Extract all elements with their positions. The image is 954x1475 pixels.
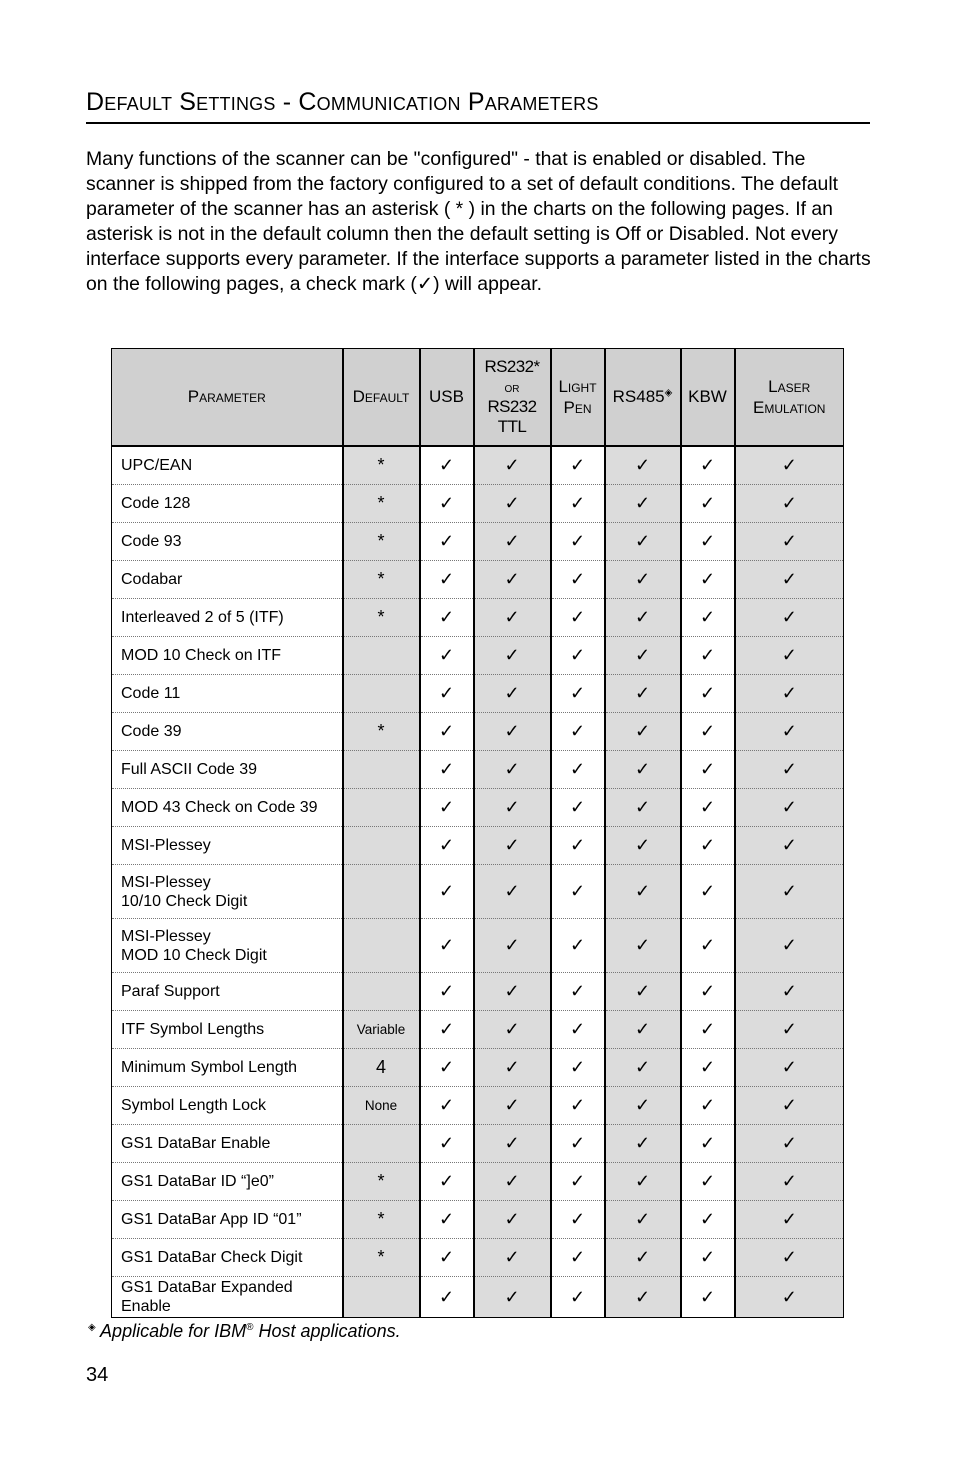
check-rs232-icon: ✓ <box>474 865 551 919</box>
registered-mark: ® <box>246 1322 254 1333</box>
check-rs232-icon: ✓ <box>474 675 551 713</box>
check-rs232-icon: ✓ <box>474 523 551 561</box>
footnote-text-post: Host applications. <box>253 1321 401 1341</box>
check-usb-icon: ✓ <box>420 675 474 713</box>
table-row <box>112 827 844 865</box>
intro-paragraph: Many functions of the scanner can be "configured" - that is enabled or disabled. The scanner is shipped from the factory configured to a set of default conditions. The default parameter of the scanner has an asterisk ( * ) in the charts on the following pages. If an asterisk is not in the default column then the default setting is Off or Disabled. Not every interface supports every parameter. If the interface supports a parameter listed in the charts on the following pages, a check mark (✓) will appear. <box>86 148 871 295</box>
check-kbw-icon: ✓ <box>681 675 735 713</box>
check-rs485-icon: ✓ <box>605 919 681 973</box>
table-row <box>112 1201 844 1239</box>
check-rs232-icon: ✓ <box>474 446 551 485</box>
check-usb-icon: ✓ <box>420 1201 474 1239</box>
check-usb-icon: ✓ <box>420 973 474 1011</box>
check-laser-emulation-icon: ✓ <box>735 1201 844 1239</box>
table-row <box>112 919 844 973</box>
table-row <box>112 1011 844 1049</box>
check-kbw-icon: ✓ <box>681 919 735 973</box>
table-row <box>112 599 844 637</box>
table-row <box>112 485 844 523</box>
check-kbw-icon: ✓ <box>681 1049 735 1087</box>
header-usb: USB <box>420 349 474 447</box>
table-row <box>112 1239 844 1277</box>
check-light-pen-icon: ✓ <box>551 561 605 599</box>
check-usb-icon: ✓ <box>420 1011 474 1049</box>
table-row <box>112 523 844 561</box>
header-rs485-label: RS485 <box>612 387 665 406</box>
default-value-cell <box>343 1277 420 1318</box>
default-value-cell <box>343 675 420 713</box>
parameter-name: MSI-Plessey <box>121 873 211 891</box>
check-rs485-icon: ✓ <box>605 485 681 523</box>
check-laser-emulation-icon: ✓ <box>735 1277 844 1318</box>
header-rs485 <box>605 349 681 447</box>
ibm-marker-icon: ◈ <box>88 1322 96 1333</box>
check-light-pen-icon: ✓ <box>551 446 605 485</box>
default-value-cell: * <box>343 1239 420 1277</box>
check-rs232-icon: ✓ <box>474 561 551 599</box>
default-value-cell: 4 <box>343 1049 420 1087</box>
parameter-cell <box>112 561 343 599</box>
check-laser-emulation-icon: ✓ <box>735 1125 844 1163</box>
parameter-name: Paraf Support <box>121 983 220 1000</box>
parameter-cell <box>112 637 343 675</box>
default-value-cell <box>343 1125 420 1163</box>
default-value-cell <box>343 789 420 827</box>
page-title: Default Settings - Communication Parameters <box>86 86 870 124</box>
check-rs232-icon: ✓ <box>474 637 551 675</box>
check-rs485-icon: ✓ <box>605 1125 681 1163</box>
check-light-pen-icon: ✓ <box>551 1125 605 1163</box>
check-usb-icon: ✓ <box>420 1163 474 1201</box>
footnote-text-pre: Applicable for IBM <box>100 1321 247 1341</box>
parameter-name: GS1 DataBar Check Digit <box>121 1249 303 1266</box>
parameter-cell <box>112 446 343 485</box>
parameter-name: GS1 DataBar Expanded <box>121 1279 293 1296</box>
check-rs232-icon: ✓ <box>474 1277 551 1318</box>
check-rs232-icon: ✓ <box>474 713 551 751</box>
check-laser-emulation-icon: ✓ <box>735 751 844 789</box>
check-rs232-icon: ✓ <box>474 827 551 865</box>
check-kbw-icon: ✓ <box>681 827 735 865</box>
table-row <box>112 1163 844 1201</box>
parameter-cell <box>112 1277 343 1318</box>
check-kbw-icon: ✓ <box>681 1125 735 1163</box>
check-rs485-icon: ✓ <box>605 561 681 599</box>
table-header-row <box>112 349 844 447</box>
parameter-name: MOD 10 Check on ITF <box>121 647 282 664</box>
table-row <box>112 561 844 599</box>
check-light-pen-icon: ✓ <box>551 1239 605 1277</box>
check-usb-icon: ✓ <box>420 523 474 561</box>
footnote <box>88 1321 401 1342</box>
parameter-name: Minimum Symbol Length <box>121 1059 298 1076</box>
header-kbw: KBW <box>681 349 735 447</box>
check-rs232-icon: ✓ <box>474 1087 551 1125</box>
check-light-pen-icon: ✓ <box>551 1011 605 1049</box>
parameter-name: MOD 43 Check on Code 39 <box>121 799 318 816</box>
check-kbw-icon: ✓ <box>681 485 735 523</box>
parameter-cell <box>112 675 343 713</box>
check-light-pen-icon: ✓ <box>551 827 605 865</box>
check-light-pen-icon: ✓ <box>551 523 605 561</box>
header-rs232 <box>474 349 551 447</box>
parameter-name: GS1 DataBar Enable <box>121 1135 271 1152</box>
parameter-cell <box>112 713 343 751</box>
parameter-cell <box>112 1049 343 1087</box>
check-usb-icon: ✓ <box>420 446 474 485</box>
parameter-cell <box>112 1125 343 1163</box>
check-usb-icon: ✓ <box>420 713 474 751</box>
parameter-cell <box>112 1201 343 1239</box>
check-rs232-icon: ✓ <box>474 1011 551 1049</box>
check-light-pen-icon: ✓ <box>551 713 605 751</box>
check-light-pen-icon: ✓ <box>551 1049 605 1087</box>
check-laser-emulation-icon: ✓ <box>735 485 844 523</box>
check-laser-emulation-icon: ✓ <box>735 1163 844 1201</box>
check-laser-emulation-icon: ✓ <box>735 789 844 827</box>
default-value-cell <box>343 751 420 789</box>
check-usb-icon: ✓ <box>420 1087 474 1125</box>
check-light-pen-icon: ✓ <box>551 973 605 1011</box>
check-usb-icon: ✓ <box>420 865 474 919</box>
check-rs232-icon: ✓ <box>474 1163 551 1201</box>
check-rs232-icon: ✓ <box>474 1201 551 1239</box>
check-rs232-icon: ✓ <box>474 1239 551 1277</box>
check-rs232-icon: ✓ <box>474 599 551 637</box>
parameter-name-line2: Enable <box>121 1298 171 1315</box>
default-value-cell: * <box>343 599 420 637</box>
check-rs485-icon: ✓ <box>605 1087 681 1125</box>
check-kbw-icon: ✓ <box>681 446 735 485</box>
parameter-name: GS1 DataBar App ID “01” <box>121 1211 302 1228</box>
table-row <box>112 446 844 485</box>
check-laser-emulation-icon: ✓ <box>735 1011 844 1049</box>
parameter-name: GS1 DataBar ID “]e0” <box>121 1173 274 1190</box>
check-laser-emulation-icon: ✓ <box>735 973 844 1011</box>
check-laser-emulation-icon: ✓ <box>735 675 844 713</box>
check-rs485-icon: ✓ <box>605 827 681 865</box>
table-row <box>112 1277 844 1318</box>
check-kbw-icon: ✓ <box>681 561 735 599</box>
check-laser-emulation-icon: ✓ <box>735 446 844 485</box>
parameter-cell <box>112 599 343 637</box>
check-light-pen-icon: ✓ <box>551 1087 605 1125</box>
table-row <box>112 973 844 1011</box>
header-pen: Pen <box>563 398 592 417</box>
check-light-pen-icon: ✓ <box>551 1277 605 1318</box>
check-light-pen-icon: ✓ <box>551 485 605 523</box>
default-value-cell <box>343 919 420 973</box>
check-kbw-icon: ✓ <box>681 1163 735 1201</box>
parameter-name: MSI-Plessey <box>121 927 211 945</box>
check-rs485-icon: ✓ <box>605 1239 681 1277</box>
check-usb-icon: ✓ <box>420 1239 474 1277</box>
default-value-cell <box>343 637 420 675</box>
check-laser-emulation-icon: ✓ <box>735 1239 844 1277</box>
parameters-table <box>111 348 844 1318</box>
check-kbw-icon: ✓ <box>681 973 735 1011</box>
table-row <box>112 1087 844 1125</box>
parameter-cell <box>112 1163 343 1201</box>
check-laser-emulation-icon: ✓ <box>735 599 844 637</box>
check-rs485-icon: ✓ <box>605 751 681 789</box>
check-rs485-icon: ✓ <box>605 675 681 713</box>
table-row <box>112 675 844 713</box>
check-rs485-icon: ✓ <box>605 523 681 561</box>
check-laser-emulation-icon: ✓ <box>735 827 844 865</box>
parameter-name: Full ASCII Code 39 <box>121 761 258 778</box>
check-usb-icon: ✓ <box>420 919 474 973</box>
table-row <box>112 713 844 751</box>
check-laser-emulation-icon: ✓ <box>735 919 844 973</box>
parameter-cell <box>112 865 343 919</box>
check-light-pen-icon: ✓ <box>551 751 605 789</box>
parameter-name-line2: MOD 10 Check Digit <box>121 946 267 964</box>
default-value-cell <box>343 973 420 1011</box>
header-emulation: Emulation <box>753 398 826 417</box>
check-usb-icon: ✓ <box>420 827 474 865</box>
parameter-name: Code 11 <box>121 685 181 702</box>
check-kbw-icon: ✓ <box>681 637 735 675</box>
parameter-name: Code 128 <box>121 495 191 512</box>
table-row <box>112 865 844 919</box>
default-value-cell: * <box>343 1201 420 1239</box>
parameter-cell <box>112 919 343 973</box>
header-rs232-line2: RS232 <box>487 397 537 416</box>
parameter-cell <box>112 973 343 1011</box>
parameter-name-line2: 10/10 Check Digit <box>121 892 248 910</box>
check-rs485-icon: ✓ <box>605 1163 681 1201</box>
header-laser: Laser <box>768 377 811 396</box>
header-parameter: Parameter <box>112 349 343 447</box>
check-rs232-icon: ✓ <box>474 1049 551 1087</box>
check-kbw-icon: ✓ <box>681 599 735 637</box>
ibm-marker-icon: ◈ <box>664 387 673 399</box>
default-value-cell: * <box>343 446 420 485</box>
default-value-cell <box>343 865 420 919</box>
table-row <box>112 789 844 827</box>
check-usb-icon: ✓ <box>420 789 474 827</box>
check-laser-emulation-icon: ✓ <box>735 561 844 599</box>
header-rs232-line1: RS232* <box>484 357 540 376</box>
table-row <box>112 751 844 789</box>
parameter-cell <box>112 789 343 827</box>
check-laser-emulation-icon: ✓ <box>735 865 844 919</box>
check-kbw-icon: ✓ <box>681 865 735 919</box>
check-laser-emulation-icon: ✓ <box>735 1049 844 1087</box>
check-light-pen-icon: ✓ <box>551 1201 605 1239</box>
header-rs232-or: or <box>504 379 520 395</box>
parameter-name: ITF Symbol Lengths <box>121 1021 265 1038</box>
check-laser-emulation-icon: ✓ <box>735 523 844 561</box>
check-rs485-icon: ✓ <box>605 446 681 485</box>
parameter-cell <box>112 827 343 865</box>
default-value-cell: * <box>343 713 420 751</box>
check-light-pen-icon: ✓ <box>551 599 605 637</box>
table-row <box>112 1049 844 1087</box>
parameter-name: UPC/EAN <box>121 457 193 474</box>
parameter-cell <box>112 1087 343 1125</box>
check-usb-icon: ✓ <box>420 1049 474 1087</box>
default-value-cell: * <box>343 523 420 561</box>
check-rs485-icon: ✓ <box>605 1277 681 1318</box>
check-rs485-icon: ✓ <box>605 637 681 675</box>
header-light: Light <box>558 377 597 396</box>
check-light-pen-icon: ✓ <box>551 919 605 973</box>
check-rs232-icon: ✓ <box>474 789 551 827</box>
check-rs232-icon: ✓ <box>474 973 551 1011</box>
check-kbw-icon: ✓ <box>681 1201 735 1239</box>
check-rs485-icon: ✓ <box>605 713 681 751</box>
check-rs485-icon: ✓ <box>605 1011 681 1049</box>
default-value-cell <box>343 827 420 865</box>
check-kbw-icon: ✓ <box>681 789 735 827</box>
check-light-pen-icon: ✓ <box>551 789 605 827</box>
check-laser-emulation-icon: ✓ <box>735 637 844 675</box>
check-kbw-icon: ✓ <box>681 1011 735 1049</box>
parameter-name: Symbol Length Lock <box>121 1097 266 1114</box>
default-value-cell: * <box>343 561 420 599</box>
check-rs485-icon: ✓ <box>605 973 681 1011</box>
check-rs485-icon: ✓ <box>605 789 681 827</box>
check-rs232-icon: ✓ <box>474 485 551 523</box>
check-rs485-icon: ✓ <box>605 865 681 919</box>
check-laser-emulation-icon: ✓ <box>735 713 844 751</box>
check-kbw-icon: ✓ <box>681 713 735 751</box>
check-rs232-icon: ✓ <box>474 919 551 973</box>
table-row <box>112 637 844 675</box>
check-light-pen-icon: ✓ <box>551 865 605 919</box>
default-value-cell: * <box>343 1163 420 1201</box>
parameter-cell <box>112 523 343 561</box>
check-rs485-icon: ✓ <box>605 1049 681 1087</box>
check-kbw-icon: ✓ <box>681 1277 735 1318</box>
check-usb-icon: ✓ <box>420 637 474 675</box>
check-kbw-icon: ✓ <box>681 751 735 789</box>
header-rs232-line3: TTL <box>497 417 527 436</box>
parameter-cell <box>112 1239 343 1277</box>
check-kbw-icon: ✓ <box>681 523 735 561</box>
parameter-name: Code 39 <box>121 723 182 740</box>
check-kbw-icon: ✓ <box>681 1087 735 1125</box>
page-number: 34 <box>86 1364 109 1386</box>
check-usb-icon: ✓ <box>420 599 474 637</box>
check-light-pen-icon: ✓ <box>551 637 605 675</box>
check-kbw-icon: ✓ <box>681 1239 735 1277</box>
parameter-cell <box>112 1011 343 1049</box>
check-rs485-icon: ✓ <box>605 1201 681 1239</box>
header-default: Default <box>343 349 420 447</box>
check-usb-icon: ✓ <box>420 1277 474 1318</box>
header-laser-emulation <box>735 349 844 447</box>
check-light-pen-icon: ✓ <box>551 1163 605 1201</box>
check-rs232-icon: ✓ <box>474 1125 551 1163</box>
parameter-cell <box>112 485 343 523</box>
check-rs485-icon: ✓ <box>605 599 681 637</box>
parameter-name: Codabar <box>121 571 183 588</box>
check-laser-emulation-icon: ✓ <box>735 1087 844 1125</box>
default-value-cell: Variable <box>343 1011 420 1049</box>
parameter-name: Code 93 <box>121 533 182 550</box>
check-usb-icon: ✓ <box>420 561 474 599</box>
default-value-cell: * <box>343 485 420 523</box>
default-value-cell: None <box>343 1087 420 1125</box>
check-usb-icon: ✓ <box>420 1125 474 1163</box>
check-light-pen-icon: ✓ <box>551 675 605 713</box>
table-body <box>112 446 844 1318</box>
check-usb-icon: ✓ <box>420 751 474 789</box>
table-row <box>112 1125 844 1163</box>
parameter-name: MSI-Plessey <box>121 837 211 854</box>
check-usb-icon: ✓ <box>420 485 474 523</box>
parameter-name: Interleaved 2 of 5 (ITF) <box>121 609 284 626</box>
header-light-pen <box>551 349 605 447</box>
parameter-cell <box>112 751 343 789</box>
check-rs232-icon: ✓ <box>474 751 551 789</box>
